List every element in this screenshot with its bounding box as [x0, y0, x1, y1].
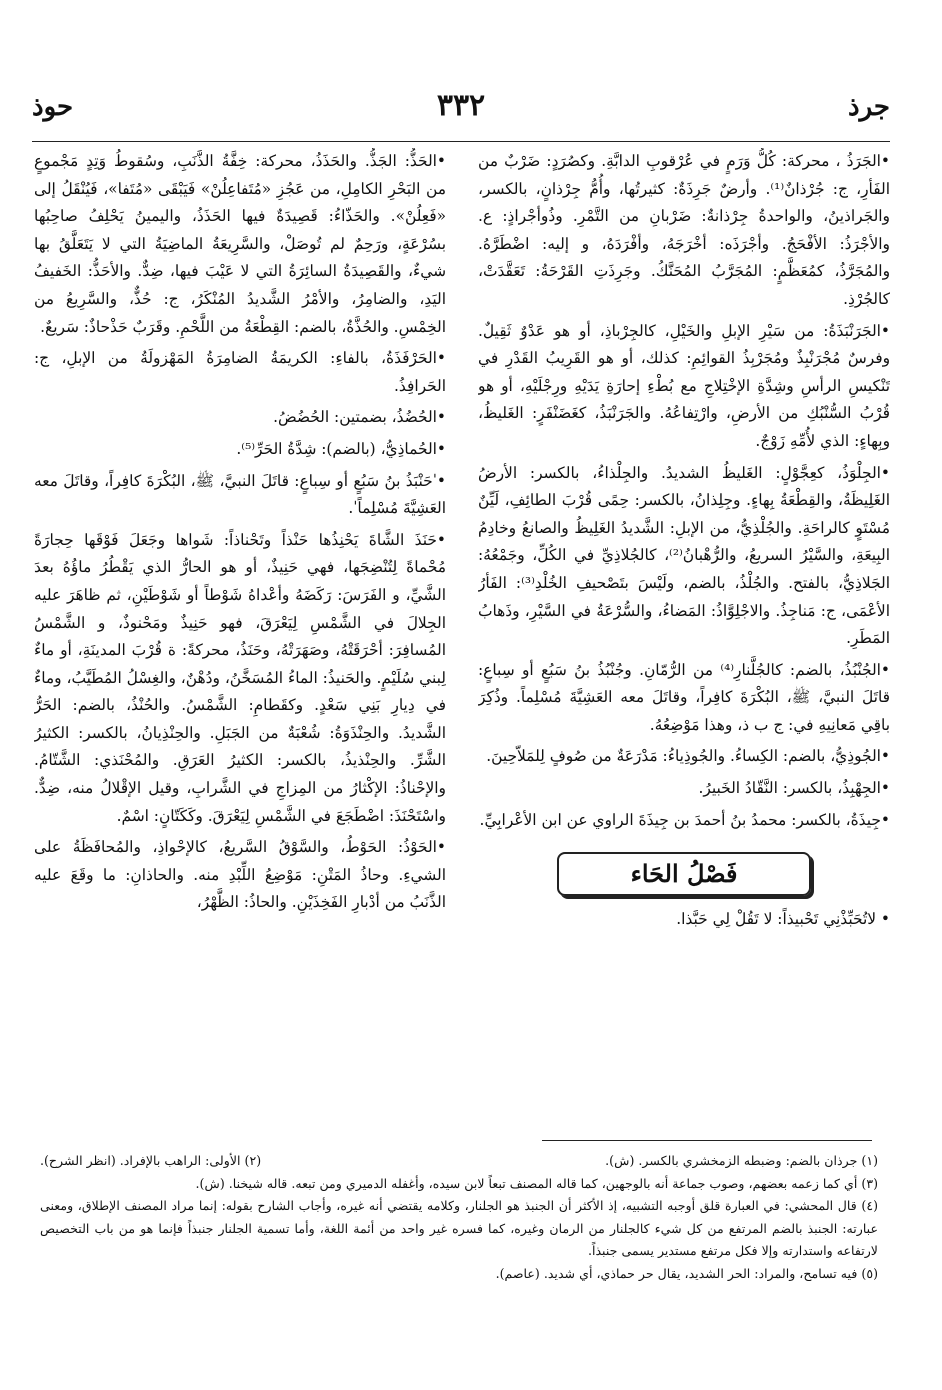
right-column — [478, 148, 890, 1128]
entry-junbudh: •الجُنْبُذُ، بالضم: كالجُلَّنارِ⁽⁴⁾ من الرُّمّانِ. وجُنْبُذُ بنُ سَبُعٍ أو سِباعٍ: قاتَلَ النبيَّ، ﷺ، البُكْرَةَ كافِراً، وقاتَلَ معه العَشِيَّةَ مُسْلِماً. وذُكِرَ باقِي مَعانِيهِ في: ج ب ذ، وهذا مَوْضِعُهُ. — [478, 660, 890, 734]
footnote-1: (١) جرذان بالضم: وضبطه الزمخشري بالكسر. (ش). — [605, 1153, 878, 1168]
page-number: ٣٣٢ — [436, 88, 486, 123]
entry-hanadha: •حَنَذَ الشَّاةَ يَحْنِذُها حَنْذاً وتَحْناذاً: شَواها وجَعَلَ فَوْقَها حِجارَةً مُحْماةً لِتُنْضِجَها، فهي حَنِيذٌ، أو هو الحارُّ الذي يَقْطُرُ ماؤُهُ بعدَ الشَّيِّ، و الفَرَسَ: رَكَضَهُ وأعْداهُ شَوْطاً أو شَوْطَيْنِ، ثم ظاهَرَ عليه الجِلالَ في الشَّمْسِ لِيَعْرَقَ، فهو حَنِيذٌ ومَحْنوذٌ، و الشَّمْسُ المُسافِرَ: أحْرَقَتْهُ، وصَهَرَتْهُ، وحَنَذُ، محركةً: ة قُرْبَ المدينَةِ، أو ماءٌ لِبني سُلَيْمٍ. والحَنيذُ: الماءُ المُسَخَّنُ، ودُهْنٌ، والغِسْلُ المُطَيَّبُ، وماءٌ في دِيارِ بَنِي سَعْدٍ. وكقَطامِ: الشَّمْسُ. والحُنْذُ، بالضم: الحَرُّ الشَّديدُ. والحِنْذَوَةُ: شُعْبَةٌ من الجَبَلِ. والحِنْذِيانُ، بالكسر: الكثيرُ الشَّرِّ. والحِنْذيذُ، بالكسر: الكثيرُ العَرَقِ. والمُحْنَذي: الشَّتّامُ. والإحْناذُ: الإكْثارُ من المِزاجِ في الشَّرابِ، وقيل الإقْلالُ منه، ضِدٌّ. واسْتَحْنَذَ: اضْطَجَعَ في الشَّمْسِ لِيَعْرَقَ. وكَكَتّانٍ: اسْمٌ. — [34, 530, 446, 825]
footnotes — [40, 1150, 878, 1340]
footnote-3: (٣) أي كما زعمه بعضهم، وصوب جماعة أنه بالوجهين، كما قاله المصنف تبعاً لابن سيده، وأغفله الدميري ومن تبعه. قاله شيخنا. (ش). — [195, 1175, 878, 1191]
entry-jihbidh: •الجِهْبِذُ، بالكسر: النَّقّادُ الخَبيرُ. — [698, 779, 890, 798]
entry-hawdh: •الحَوْذُ: الحَوْطُ، والسَّوْقُ السَّريعُ، كالإحْواذِ، والمُحافَظَةُ على الشيءِ. وحاذُ المَتْنِ: مَوْضِعُ اللِّبْدِ منه. والحاذانِ: ما وقَعَ عليه الذَّنَبُ من أدْبارِ الفَخِذَيْنِ. والحاذُ: الظَّهْرُ، — [34, 838, 446, 912]
footnote-2: (٢) الأولى: الراهب بالإفراد. (انظر الشرح). — [40, 1153, 262, 1168]
entry-jidha: •جِيذَةُ، بالكسر: محمدُ بنُ أحمدَ بن جِيذَةَ الراوي عن ابن الأعْرابِيِّ. — [479, 810, 890, 829]
footnote-5: (٥) فيه تسامح، والمراد: الحر الشديد، يقال حر حماذي، أي شديد. (عاصم). — [495, 1265, 878, 1281]
section-title-ha: فَصْلُ الحَاء — [557, 852, 811, 896]
header-root-right: جرذ — [848, 92, 890, 122]
entry-hadhdh: •الحَذُّ: الجَذُّ. والحَذَذُ، محركة: خِفَّةُ الذَّنَبِ، وسُقوطُ وَتِدٍ مَجْموعٍ من البَحْرِ الكامِلِ، من عَجُزِ «مُتَفاعِلُنْ» فَيَبْقَى «مُتَفا»، فَيُنْقَلُ إلى «فَعِلُنْ». والحَذّاءُ: قَصِيدَةٌ فيها الحَذَذُ، واليمينُ يَحْلِفُ صاحِبُها بسُرْعَةٍ، ورَحِمٌ لم تُوصَلْ، والسَّرِيعَةُ الماضِيَةُ التي لا يَتَعَلَّقُ بها شيءٌ، والقَصِيدَةُ السائِرَةُ التي لا عَيْبَ فيها، ضِدٌّ. والأحَذُّ: الخَفيفُ اليَدِ، والضامِرُ، والأمْرُ الشَّديدُ المُنْكَرُ، ج: حُذٌّ، والسَّرِيعُ من الخِمْسِ. والحُذَّةُ، بالضم: القِطْعَةُ من اللَّحْمِ. وقَرَبٌ حَذْحاذٌ: سَريعٌ. — [34, 152, 446, 336]
entry-humadhi: •الحُماذِيُّ، (بالضم): شِدَّةُ الحَرِّ⁽⁵⁾. — [236, 439, 446, 458]
footnote-rule — [542, 1140, 872, 1141]
entry-hudhudh: •الحُضُذُ، بضمتين: الحُضُضُ. — [273, 408, 446, 427]
entry-jaranbadha: •الجَرَنْبَذَةُ: من سَيْرِ الإبلِ والخَيْلِ، كالجِرْباذِ، أو هو عَدْوٌ ثَقِيلٌ. وفرسٌ مُجْرَنْبِذٌ ومُجَرْبِذُ القوائِمِ: كذلك، أو هو القَرِيبُ القَدْرِ في تَنْكيسِ الرأسِ وشِدَّةِ الإخْتِلاجِ مع بُطْءِ إحارَةِ يَدَيْهِ ورِجْلَيْهِ، أو هو قُرْبُ السُّنْبُكِ من الأرضِ، وارْتِفاعُهُ. والجَرَنْبَذُ، كغَضَنْفَرٍ: الغَليظُ، وبِهاءٍ: الذي لأُمِّهِ زَوْجٌ. — [478, 321, 890, 450]
left-column — [34, 148, 446, 1128]
entry-jarad: •الجَرَذُ ، محركة: كُلُّ وَرَمٍ في عُرْقوبِ الدابَّةِ. وكصُرَدٍ: ضَرْبٌ من الفَأرِ، ج: جُرْذانٌ⁽¹⁾. وأرضٌ جَرِذَةٌ: كثيرتُها، وأُمُّ جِرْذانٍ، بالكسر، والجَراذينُ، والواحدةُ جِرْذانةٌ: ضَرْبانِ من التَّمْرِ. وذُوأجْراذٍ: ع. والأجْرَذُ: الأفْحَجُ. وأجْرَذَه: أخْرَجَهُ، وأفْرَدَهُ، و إليه: اضْطَرَّهُ. والمُجَرَّذُ، كمُعَظَّمٍ: المُجَرَّبُ المُحَنَّكُ. وجَرِذَتِ القَرْحَةُ: تَعَقَّدَتْ، كالجُرْذِ. — [478, 152, 890, 308]
footnote-row-1-2 — [40, 1150, 878, 1173]
header-root-left: حوذ — [32, 92, 74, 122]
header-rule — [32, 141, 890, 142]
entry-jilwadh: •الجِلْوَذُ، كعِجَّوْلٍ: الغَليظُ الشديدُ. والجِلْذاءُ، بالكسر: الأرضُ الغَلِيظَةُ، والقِطْعَةُ بِهاءٍ. وجِلِذانُ، بالكسر: حِمًى قُرْبَ الطائِفِ، لَيِّنٌ مُسْتَوٍ كالراحَةِ. والجُلْذِيُّ، من الإبلِ: الشَّديدُ الغَلِيظُ والصانعُ وخادِمُ البِيعَةِ، والسَّيْرُ السريعُ، والرُّهْبانُ⁽²⁾، كالجُلاذِيِّ في الكُلِّ، وجَمْعُهُ: الجَلاذِيُّ، بالفتح. والجُلْذُ، بالضم، ولَيْسَ بتَصْحيفِ الخُلْدِ⁽³⁾: الفَأرُ الأعْمَى، ج: مَناجِذُ. والاجْلِوَّاذُ: المَضاءُ، والسُّرْعَةُ في السَّيْرِ، وذَهابُ المَطَرِ. — [478, 463, 890, 648]
page-header — [32, 88, 890, 142]
entry-harfadha: •الحَرْفَذَةُ، بالفاءِ: الكريمَةُ الضامِرَةُ المَهْزولَةُ من الإبلِ، ج: الحَرافِذُ. — [34, 349, 446, 395]
entry-hanbadh: •ˈحَنْبَذُ بنُ سَبُعٍ أو سِباعٍ: قاتَلَ النبيَّ، ﷺ، البُكْرَةَ كافِراً، وقاتَلَ معه العَشِيَّةَ مُسْلِماًˈ. — [34, 471, 446, 518]
entry-jawdhi: •الجُوذِيُّ، بالضم: الكِساءُ. والجُوذِياءُ: مَدْرَعَةٌ من صُوفٍ لِلمَلاّحِينَ. — [486, 747, 890, 766]
entry-habbadha: • لاتُحَبِّذْنِي تَحْبيذاً: لا تَقُلْ لِي حَبَّذا. — [676, 910, 890, 929]
footnote-4: (٤) قال المحشي: في العبارة قلق أوجبه التشبيه، إذ الأكثر أن الجنبذ هو الجلنار، وكلامه يقتضي أنه غيره، وأجاب الشارح بقوله: إنما مراد المصنف الإطلاق، ومعنى عبارته: الجنبذ بالضم المرتفع من كل شيء كالجلنار من الرمان وغيره، كما فسره غير واحد من أئمة اللغة، وأما تسمية الجلنار جنبذاً فإنما هو من باب التخصيص لارتفاعه واستدارته وإلا فكل مرتفع مستدير يسمى جنبذاً. — [40, 1198, 878, 1258]
